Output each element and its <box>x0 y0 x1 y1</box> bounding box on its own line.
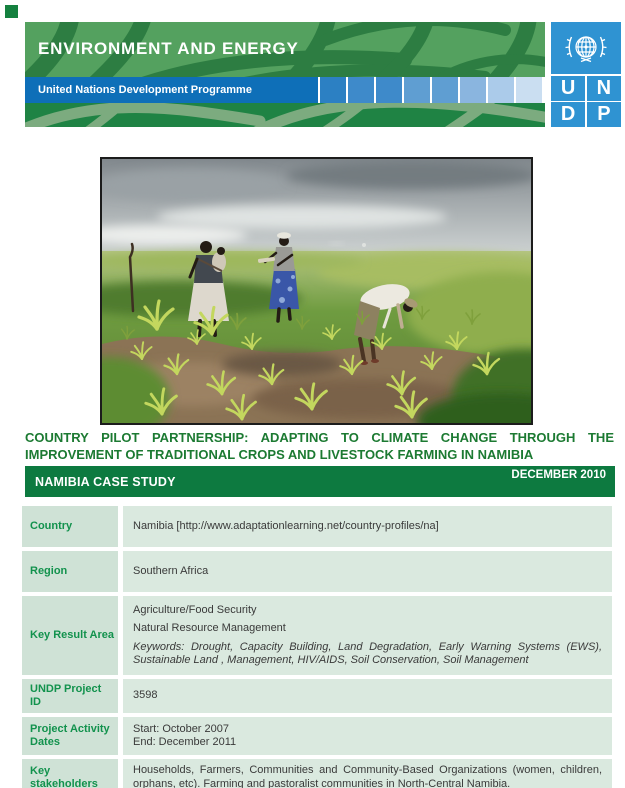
case-study-title: NAMIBIA CASE STUDY <box>35 475 176 489</box>
logo-letter-u: U <box>551 76 585 101</box>
table-row-stakeholders <box>22 759 612 788</box>
row-value <box>123 717 612 755</box>
row-value: Southern Africa <box>123 551 612 592</box>
undp-blue-bar <box>25 77 545 103</box>
header-banner <box>25 22 545 127</box>
row-label: Key stakeholders <box>22 759 118 788</box>
gradient-square <box>516 77 542 103</box>
row-label: Country <box>22 506 118 547</box>
document-title-line2: IMPROVEMENT OF TRADITIONAL CROPS AND LIVESTOCK FARMING IN NAMIBIA <box>25 447 534 462</box>
gradient-square <box>348 77 374 103</box>
keywords-line: Keywords: Drought, Capacity Building, Land Degradation, Early Warning Systems (EWS), Sustainable Land , Management, HIV/AIDS, Soil Conservation, Soil Management <box>133 640 602 666</box>
gradient-square <box>320 77 346 103</box>
table-row-key-result-area <box>22 596 612 675</box>
gradient-square <box>432 77 458 103</box>
table-row-country <box>22 506 612 547</box>
row-label: UNDP Project ID <box>22 679 118 713</box>
gradient-square <box>488 77 514 103</box>
table-row-activity-dates <box>22 717 612 755</box>
row-value: 3598 <box>123 679 612 713</box>
table-row-region <box>22 551 612 592</box>
banner-title: ENVIRONMENT AND ENERGY <box>38 39 299 58</box>
info-table <box>22 506 612 788</box>
field-photo <box>100 157 533 425</box>
wreath-pattern-light <box>25 103 545 127</box>
logo-letter-row <box>551 76 621 101</box>
logo-letter-d: D <box>551 102 585 127</box>
row-label: Region <box>22 551 118 592</box>
date-end: End: December 2011 <box>133 736 237 748</box>
logo-letter-row <box>551 102 621 127</box>
document-title <box>25 429 614 463</box>
document-title-line1: COUNTRY PILOT PARTNERSHIP: ADAPTING TO CLIMATE CHANGE THROUGH THE <box>25 430 614 445</box>
gradient-square <box>460 77 486 103</box>
undp-programme-label: United Nations Development Programme <box>25 77 318 103</box>
un-emblem-icon <box>551 22 621 74</box>
date-start: Start: October 2007 <box>133 722 229 735</box>
key-result-line: Agriculture/Food Security <box>133 603 257 616</box>
logo-letter-p: P <box>587 102 621 127</box>
row-value: Namibia [http://www.adaptationlearning.net/country-profiles/na] <box>123 506 612 547</box>
row-value <box>123 596 612 675</box>
logo-letter-n: N <box>587 76 621 101</box>
undp-logo <box>551 22 621 127</box>
row-label: Project Activity Dates <box>22 717 118 755</box>
banner-top-strip <box>25 22 545 77</box>
table-row-project-id <box>22 679 612 713</box>
gradient-square <box>376 77 402 103</box>
corner-green-square <box>5 5 18 18</box>
gradient-square <box>404 77 430 103</box>
case-study-bar <box>25 466 615 497</box>
row-value: Households, Farmers, Communities and Community-Based Organizations (women, children, orphans, etc). Farming and pastoralist communities in North-Central Namibia. <box>123 759 612 788</box>
row-label: Key Result Area <box>22 596 118 675</box>
banner-bottom-strip <box>25 103 545 127</box>
case-study-date: DECEMBER 2010 <box>511 469 606 481</box>
key-result-line: Natural Resource Management <box>133 622 286 634</box>
